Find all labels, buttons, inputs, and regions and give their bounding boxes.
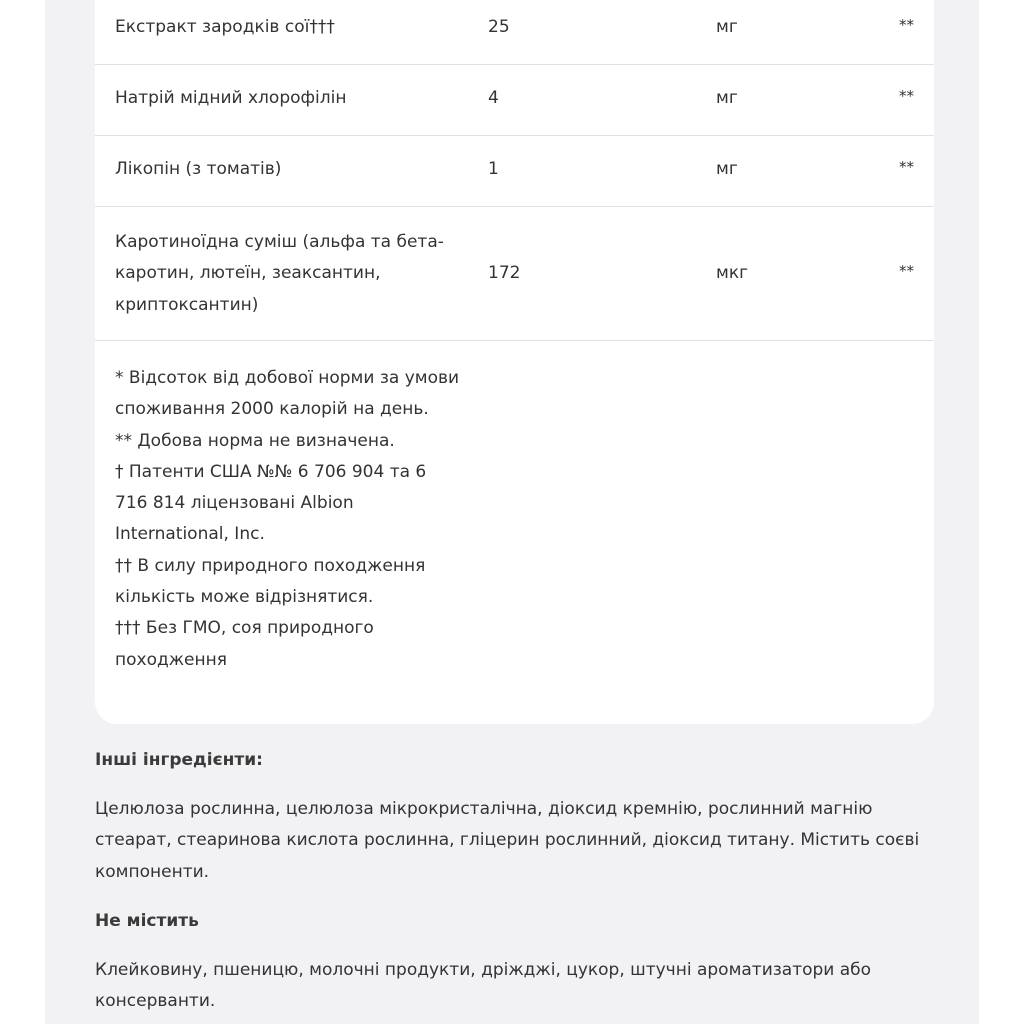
footnote: ††† Без ГМО, соя природного походження (115, 618, 374, 670)
other-ingredients-heading: Інші інгредієнти: (95, 750, 263, 770)
ingredient-name: Екстракт зародків сої††† (115, 17, 335, 37)
table-row (95, 0, 934, 65)
ingredient-name: Каротиноїдна суміш (альфа та бета-каротин, лютеїн, зеаксантин, криптоксантин) (115, 232, 444, 315)
does-not-contain-text: Клейковину, пшеницю, молочні продукти, дріжджі, цукор, штучні ароматизатори або консерванти. (95, 960, 872, 1012)
does-not-contain-heading: Не містить (95, 911, 199, 931)
ingredient-amount: 4 (488, 88, 499, 108)
ingredient-amount: 25 (488, 17, 510, 37)
footnote: † Патенти США №№ 6 706 904 та 6 716 814 ліцензовані Albion International, Inc. (115, 461, 427, 545)
ingredient-daily-value: ** (899, 87, 914, 105)
ingredient-unit: мг (716, 159, 738, 179)
table-footnotes (115, 363, 460, 676)
table-row (95, 207, 934, 341)
ingredient-unit: мкг (716, 263, 749, 283)
ingredient-unit: мг (716, 88, 738, 108)
ingredient-amount: 172 (488, 263, 521, 283)
ingredient-name: Натрій мідний хлорофілін (115, 88, 347, 108)
page-background (45, 0, 979, 1024)
table-row (95, 65, 934, 136)
footnote: * Відсоток від добової норми за умови споживання 2000 калорій на день. (115, 368, 460, 420)
ingredient-daily-value: ** (899, 158, 914, 176)
footnote: ** Добова норма не визначена. (115, 430, 395, 451)
footnote: †† В силу природного походження кількість може відрізнятися. (115, 555, 426, 608)
ingredient-daily-value: ** (899, 262, 914, 280)
ingredient-unit: мг (716, 17, 738, 37)
table-row (95, 136, 934, 207)
ingredient-daily-value: ** (899, 16, 914, 34)
ingredient-name: Лікопін (з томатів) (115, 159, 282, 179)
ingredient-amount: 1 (488, 159, 499, 179)
nutrition-table (95, 0, 934, 724)
other-ingredients-text: Целюлоза рослинна, целюлоза мікрокристалічна, діоксид кремнію, рослинний магнію стеарат, стеаринова кислота рослинна, гліцерин рослинний, діоксид титану. Містить соєві компоненти. (95, 799, 920, 882)
